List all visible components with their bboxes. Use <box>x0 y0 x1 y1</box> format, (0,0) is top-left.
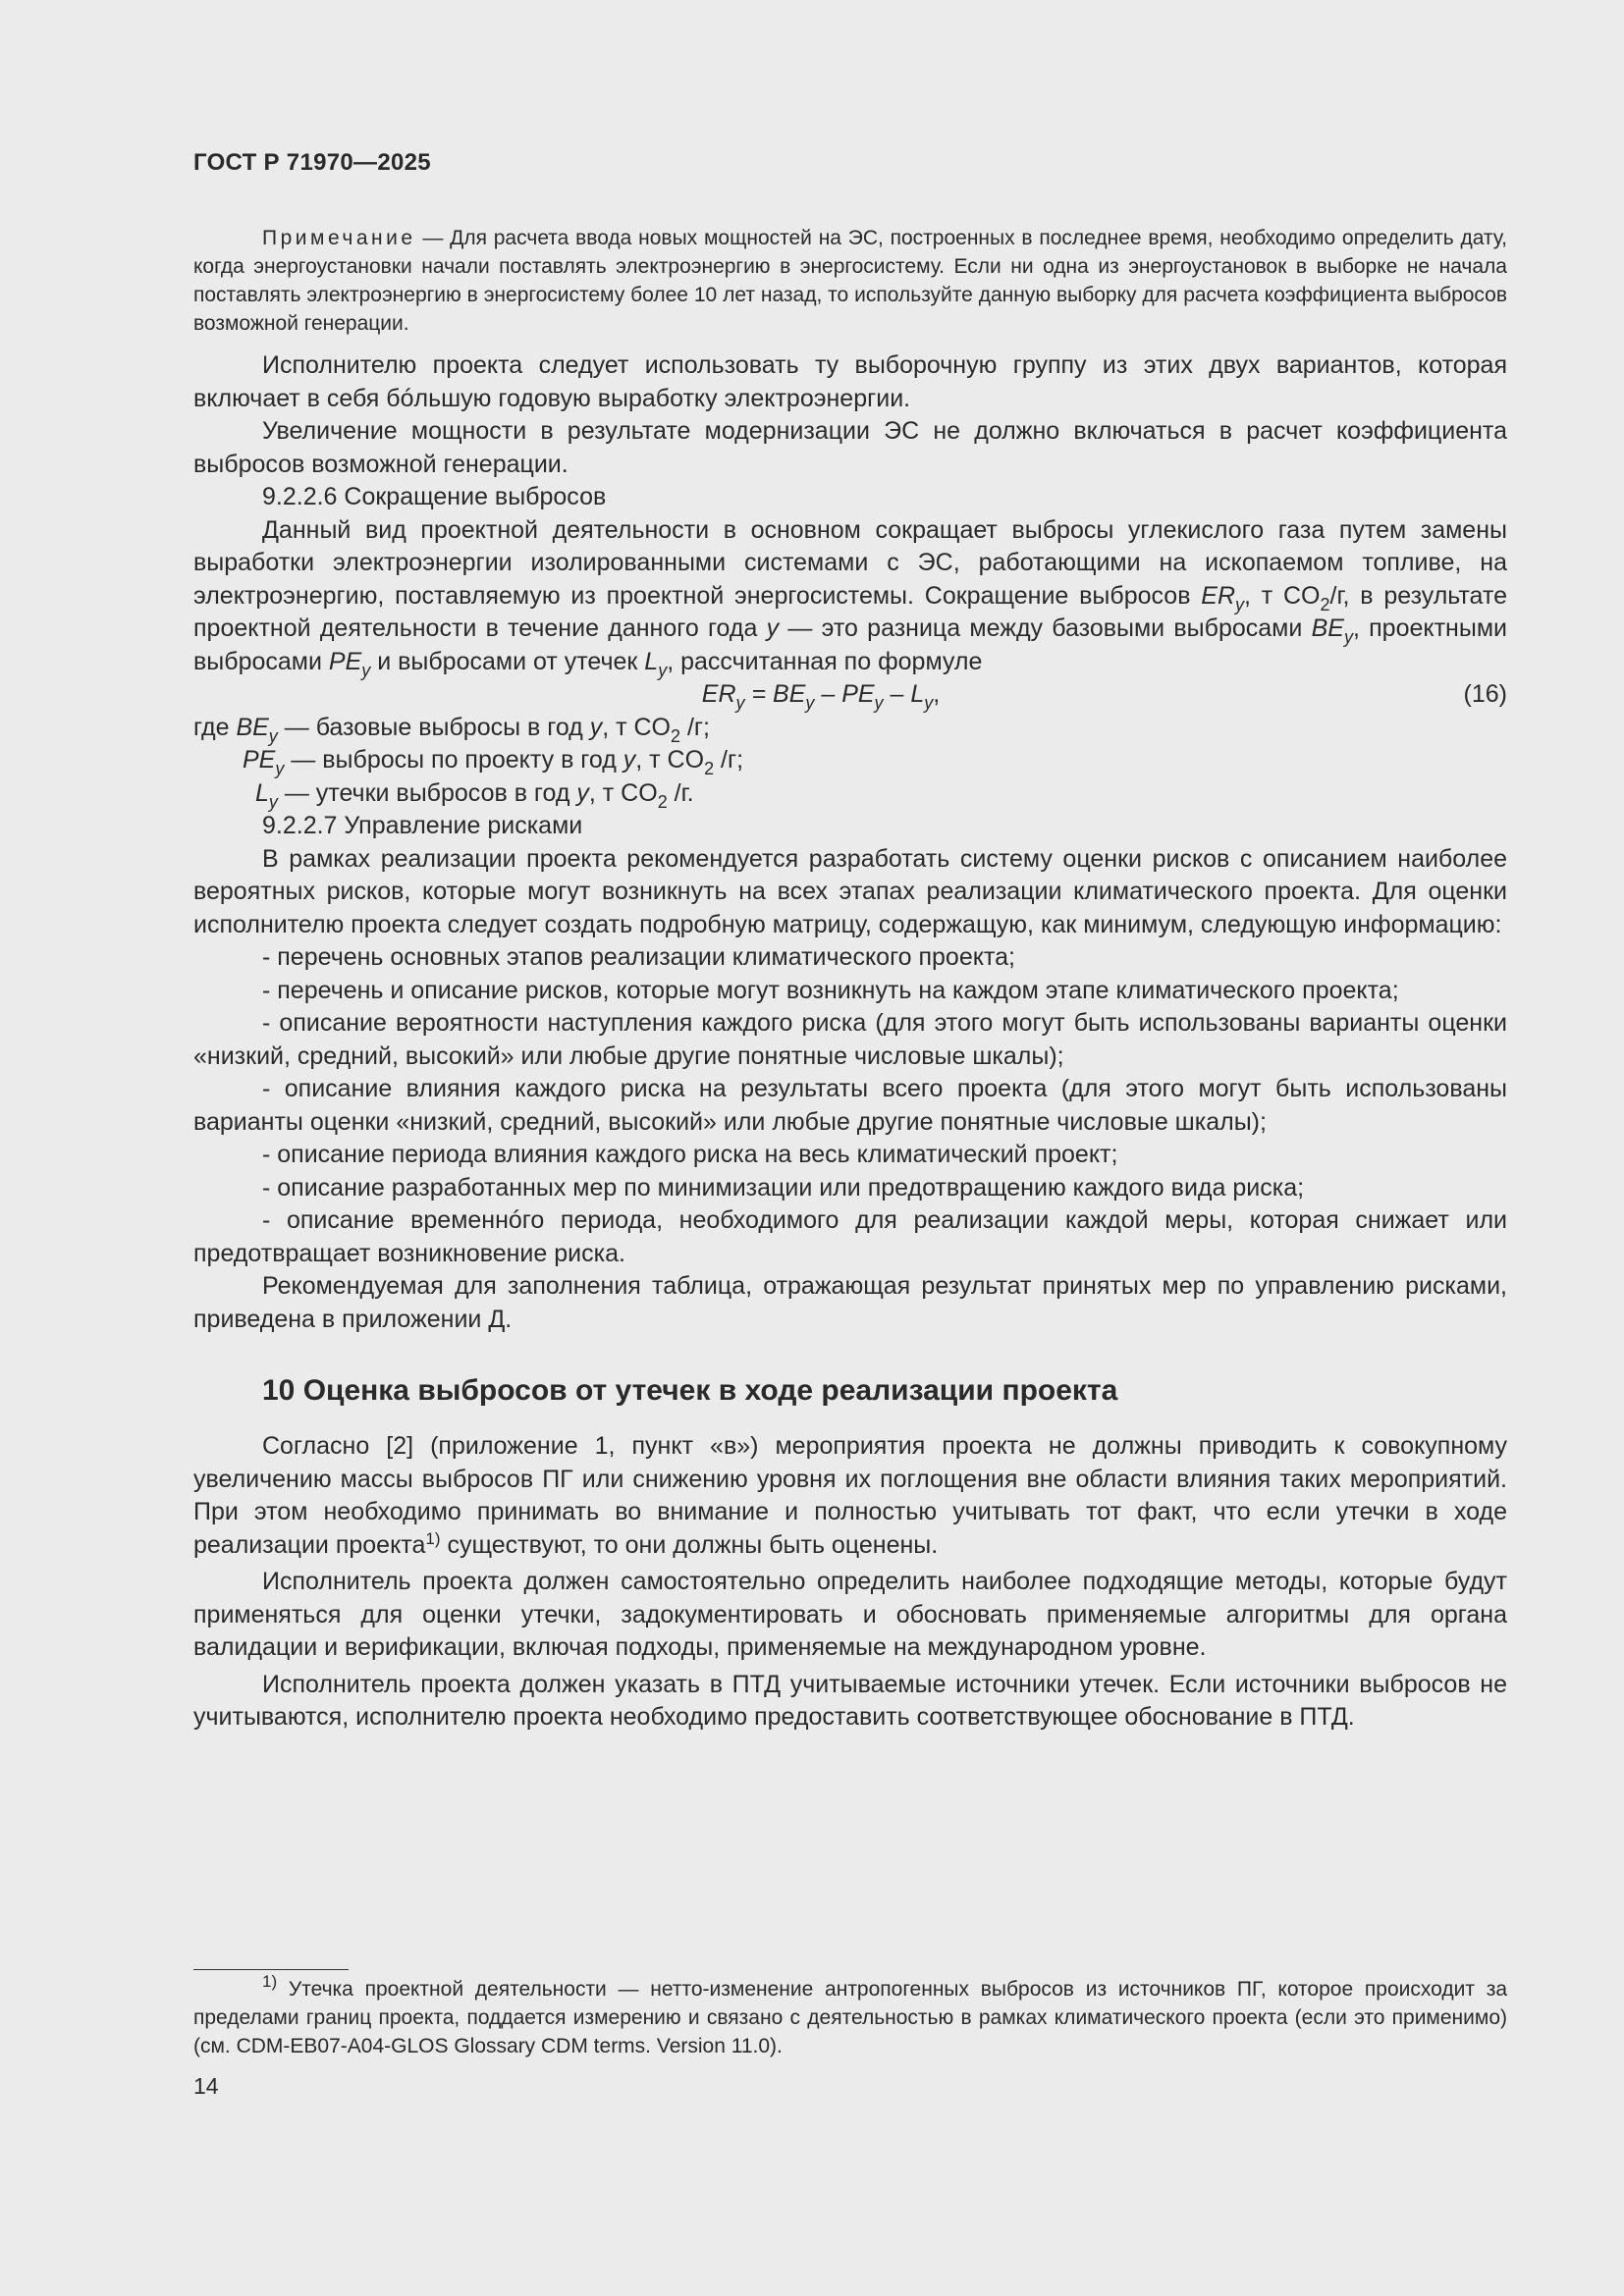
subsection-9-2-2-6-title: 9.2.2.6 Сокращение выбросов <box>262 483 607 510</box>
paragraph-sample-group: Исполнителю проекта следует использовать ту выборочную группу из этих двух вариантов, которая включает в себя бóльшую годовую выработку электроэнергии. <box>193 351 1507 412</box>
footnote <box>193 1972 1507 2060</box>
subsection-9-2-2-7-title: 9.2.2.7 Управление рисками <box>262 812 583 839</box>
note-paragraph <box>193 224 1507 338</box>
footnote-divider <box>193 1969 349 1970</box>
paragraph-modernization: Увеличение мощности в результате модернизации ЭС не должно включаться в расчет коэффициента выбросов возможной генерации. <box>193 417 1507 478</box>
list-item: - перечень и описание рисков, которые могут возникнуть на каждом этапе климатического проекта; <box>262 976 1399 1004</box>
where-l: $L_y$ — утечки выбросов в год y, т $CO_2$ /г. <box>255 778 694 812</box>
formula-16: $ER_y = BE_y - PE_y - L_y$, (16) <box>701 680 1507 713</box>
list-item: - описание периода влияния каждого риска на весь климатический проект; <box>262 1141 1118 1168</box>
paragraph-leakage-sources: Исполнитель проекта должен указать в ПТД учитываемые источники утечек. Если источники выбросов не учитываются, исполнителю проекта необходимо предоставить соответствующее обоснование в ПТД. <box>193 1670 1507 1731</box>
paragraph-risk-intro: В рамках реализации проекта рекомендуется разработать систему оценки рисков с описанием наиболее вероятных рисков, которые могут возникнуть на всех этапах реализации климатического проекта. Для оценки исполнителю проекта следует создать подробную матрицу, содержащую, как минимум, следующую информацию: <box>193 844 1507 938</box>
list-item: - перечень основных этапов реализации климатического проекта; <box>262 943 1015 971</box>
document-header: ГОСТ Р 71970—2025 <box>193 149 431 176</box>
note-label: Примечание <box>262 227 416 249</box>
page-content <box>193 224 1507 1735</box>
footnote-text: Утечка проектной деятельности — нетто-изменение антропогенных выбросов из источников ПГ, которое происходит за пределами границ проекта, поддается измерению и связано с деятельностью в рамках климатического проекта (если это применимо) (см. CDM-EB07-A04-GLOS Glossary CDM terms. Version 11.0). <box>193 1978 1507 2057</box>
paragraph-table-reference: Рекомендуемая для заполнения таблица, отражающая результат принятых мер по управлению рисками, приведена в приложении Д. <box>193 1272 1507 1333</box>
list-item: - описание влияния каждого риска на результаты всего проекта (для этого могут быть использованы варианты оценки «низкий, средний, высокий» или любые другие понятные числовые шкалы); <box>193 1075 1507 1136</box>
list-item: - описание временнóго периода, необходимого для реализации каждой меры, которая снижает или предотвращает возникновение риска. <box>193 1206 1507 1267</box>
footnote-marker: 1) <box>262 1972 278 1991</box>
list-item: - описание разработанных мер по минимизации или предотвращению каждого вида риска; <box>262 1173 1305 1201</box>
paragraph-leakage-methods: Исполнитель проекта должен самостоятельно определить наиболее подходящие методы, которые будут применяться для оценки утечки, задокументировать и обосновать применяемые алгоритмы для органа валидации и верификации, включая подходы, применяемые на международном уровне. <box>193 1568 1507 1661</box>
footnote-reference[interactable]: 1) <box>425 1528 441 1548</box>
paragraph-leakage-requirement: Согласно [2] (приложение 1, пункт «в») мероприятия проекта не должны приводить к совокупному увеличению массы выбросов ПГ или снижению уровня их поглощения вне области влияния таких мероприятий. При этом необходимо принимать во внимание и полностью учитывать тот факт, что если утечки в ходе реализации проекта$^{1)}$ существуют, то они должны быть оценены. <box>193 1432 1507 1559</box>
paragraph-emission-reduction: Данный вид проектной деятельности в основном сокращает выбросы углекислого газа путем замены выработки электроэнергии изолированными системами с ЭС, работающими на ископаемом топливе, на электроэнергию, поставляемую из проектной энергосистемы. Сокращение выбросов $ER_y$, т $CO_2/г$, в результате проектной деятельности в течение данного года y — это разница между базовыми выбросами $BE_y$, проектными выбросами $PE_y$ и выбросами от утечек $L_y$, рассчитанная по формуле <box>193 515 1507 680</box>
where-be: где $BE_y$ — базовые выбросы в год y, т $CO_2$ /г; <box>193 713 710 746</box>
formula-number: (16) <box>1463 680 1507 708</box>
section-10-title: 10 Оценка выбросов от утечек в ходе реализации проекта <box>262 1374 1118 1407</box>
where-pe: $PE_y$ — выбросы по проекту в год y, т $CO_2$ /г; <box>243 746 744 778</box>
note-text: — Для расчета ввода новых мощностей на ЭС, построенных в последнее время, необходимо определить дату, когда энергоустановки начали поставлять электроэнергию в энергосистему. Если ни одна из энергоустановок в выборке не начала поставлять электроэнергию в энергосистему более 10 лет назад, то используйте данную выборку для расчета коэффициента выбросов возможной генерации. <box>193 227 1507 335</box>
list-item: - описание вероятности наступления каждого риска (для этого могут быть использованы варианты оценки «низкий, средний, высокий» или любые другие понятные числовые шкалы); <box>193 1009 1507 1070</box>
page-number: 14 <box>193 2073 219 2099</box>
